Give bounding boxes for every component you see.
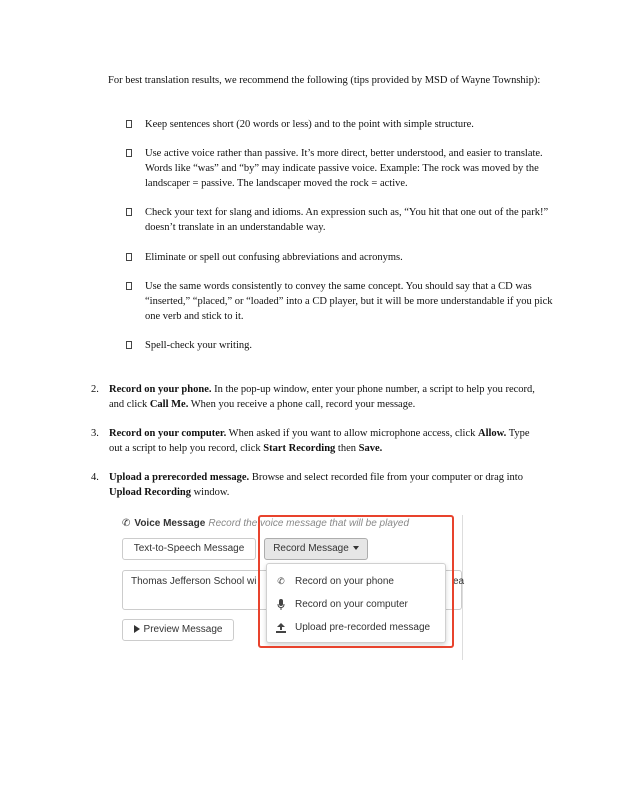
step-text: Type out a script to help you record, click <box>109 428 530 454</box>
step-emphasis: Start Recording <box>263 443 336 454</box>
menu-item-record-computer[interactable] <box>275 595 445 613</box>
step-text: In the pop-up window, enter your phone number, a script to help you record, and click <box>109 384 535 410</box>
record-message-button[interactable] <box>264 538 368 560</box>
step-number: 4. <box>91 472 99 483</box>
step-text: When you receive a phone call, record your message. <box>188 399 416 410</box>
preview-message-label: Preview Message <box>143 624 223 635</box>
intro-paragraph: For best translation results, we recommend the following (tips provided by MSD of Wayne Township): <box>108 75 541 86</box>
step-body <box>109 382 539 412</box>
upload-icon <box>275 618 287 636</box>
bullet-icon <box>126 253 132 261</box>
menu-item-label: Record on your phone <box>295 576 394 587</box>
step-heading: Upload a prerecorded message. <box>109 472 250 483</box>
microphone-icon <box>275 595 287 613</box>
step-text: When asked if you want to allow microphone access, click <box>226 428 478 439</box>
record-dropdown-menu <box>266 563 446 643</box>
tip-text: Eliminate or spell out confusing abbreviations and acronyms. <box>145 252 403 263</box>
step-emphasis: Call Me. <box>149 399 189 410</box>
voice-message-header <box>122 518 409 529</box>
preview-message-button[interactable] <box>122 619 234 641</box>
text-to-speech-button[interactable]: Text-to-Speech Message <box>122 538 256 560</box>
step-text: then <box>335 443 359 454</box>
bullet-icon <box>126 120 132 128</box>
menu-item-label: Upload pre-recorded message <box>295 622 431 633</box>
message-text: Thomas Jefferson School wi <box>131 576 257 587</box>
voice-message-screenshot <box>118 515 464 660</box>
step-text: window. <box>190 487 230 498</box>
tip-text: Use the same words consistently to convey the same concept. You should say that a CD was “inserted,” “placed,” or “loaded” into a CD player, but it will be more understandable if you pick one verb and stick to it. <box>145 281 553 322</box>
voice-message-subtitle: Record the voice message that will be played <box>208 518 410 529</box>
tip-text: Use active voice rather than passive. It’s more direct, better understood, and easier to translate. Words like “was” and “by” may indicate passive voice. Example: The rock was moved by the landscaper = passive. The landscaper moved the rock = active. <box>145 148 543 189</box>
voice-message-title: Voice Message <box>134 518 206 529</box>
bullet-icon <box>126 341 132 349</box>
tip-text: Spell-check your writing. <box>145 340 253 351</box>
phone-icon: ✆ <box>122 518 131 529</box>
step-heading: Record on your phone. <box>109 384 212 395</box>
bullet-icon <box>126 208 132 216</box>
record-message-label: Record Message <box>273 543 349 554</box>
step-number: 2. <box>91 384 99 395</box>
play-icon <box>134 625 140 633</box>
tip-text: Check your text for slang and idioms. An expression such as, “You hit that one out of the park!” doesn’t translate in an understandable way. <box>145 207 549 233</box>
step-emphasis: Allow. <box>477 428 507 439</box>
menu-item-record-phone[interactable] <box>275 572 445 590</box>
menu-item-label: Record on your computer <box>295 599 408 610</box>
step-number: 3. <box>91 428 99 439</box>
message-text-tail: ea <box>453 576 465 587</box>
tip-text: Keep sentences short (20 words or less) and to the point with simple structure. <box>145 119 474 130</box>
phone-icon: ✆ <box>277 576 285 586</box>
divider <box>462 515 463 660</box>
step-heading: Record on your computer. <box>109 428 227 439</box>
step-emphasis: Save. <box>358 443 383 454</box>
step-text: Browse and select recorded file from your computer or drag into <box>249 472 523 483</box>
step-body <box>109 426 539 456</box>
caret-down-icon <box>353 546 359 550</box>
bullet-icon <box>126 282 132 290</box>
step-body <box>109 470 539 500</box>
bullet-icon <box>126 149 132 157</box>
menu-item-upload[interactable] <box>275 618 445 636</box>
step-emphasis: Upload Recording <box>109 487 191 498</box>
